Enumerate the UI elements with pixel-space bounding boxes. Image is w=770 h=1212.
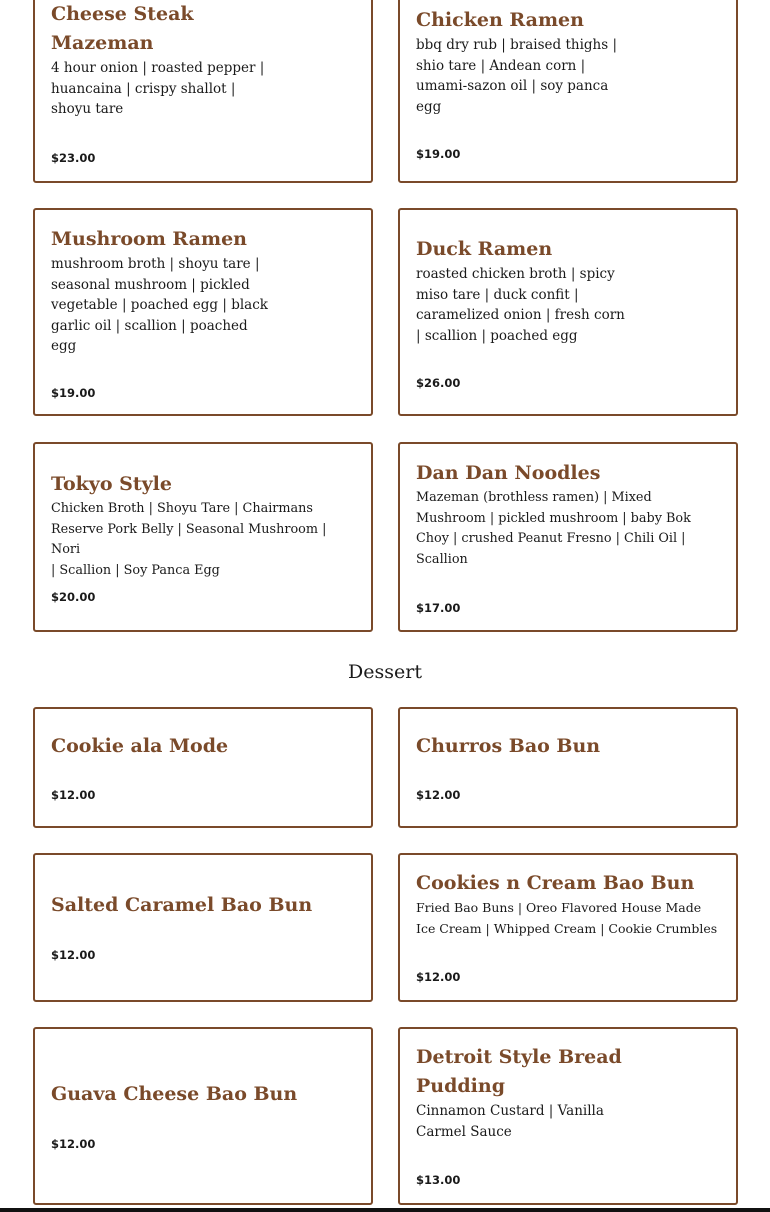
menu-item-title: Cookie ala Mode: [51, 735, 229, 757]
menu-item-card[interactable]: [33, 208, 373, 416]
menu-item-description: Cinnamon Custard | Vanilla Carmel Sauce: [416, 1103, 604, 1140]
menu-item-description: bbq dry rub | braised thighs | shio tare | Andean corn | umami-sazon oil | soy panca egg: [416, 37, 618, 115]
menu-item-price: $12.00: [51, 1137, 96, 1151]
bottom-edge-bar: [0, 1208, 770, 1212]
section-heading-dessert: Dessert: [348, 661, 422, 683]
menu-item-description: mushroom broth | shoyu tare | seasonal mushroom | pickled vegetable | poached egg | black garlic oil | scallion | poached egg: [51, 256, 268, 354]
menu-item-description: 4 hour onion | roasted pepper | huancaina | crispy shallot | shoyu tare: [51, 60, 265, 117]
menu-item-title: Tokyo Style: [51, 473, 172, 495]
dessert-item-card[interactable]: [398, 1027, 738, 1205]
dessert-item-card[interactable]: [398, 853, 738, 1002]
menu-item-price: $19.00: [416, 147, 461, 161]
menu-item-price: $13.00: [416, 1173, 461, 1187]
menu-item-price: $12.00: [51, 788, 96, 802]
menu-item-price: $12.00: [416, 788, 461, 802]
menu-item-price: $20.00: [51, 590, 96, 604]
dessert-item-card[interactable]: [398, 707, 738, 828]
menu-item-price: $12.00: [416, 970, 461, 984]
menu-item-card[interactable]: [398, 0, 738, 183]
menu-item-description: Fried Bao Buns | Oreo Flavored House Made Ice Cream | Whipped Cream | Cookie Crumbles: [416, 900, 718, 936]
menu-item-price: $12.00: [51, 948, 96, 962]
menu-item-price: $23.00: [51, 151, 96, 165]
dessert-item-card[interactable]: [33, 853, 373, 1002]
menu-item-title: Cookies n Cream Bao Bun: [416, 872, 695, 894]
menu-item-description: Chicken Broth | Shoyu Tare | Chairmans Reserve Pork Belly | Seasonal Mushroom | Nori | Scallion | Soy Panca Egg: [51, 501, 327, 578]
menu-item-card[interactable]: [398, 442, 738, 632]
dessert-item-card[interactable]: [33, 707, 373, 828]
menu-item-title: Guava Cheese Bao Bun: [51, 1083, 298, 1105]
dessert-item-card[interactable]: [33, 1027, 373, 1205]
menu-item-title: Churros Bao Bun: [416, 735, 601, 757]
menu-item-title: Salted Caramel Bao Bun: [51, 894, 313, 916]
menu-item-title: Duck Ramen: [416, 238, 553, 260]
menu-item-description: roasted chicken broth | spicy miso tare | duck confit | caramelized onion | fresh corn | scallion | poached egg: [416, 266, 625, 344]
menu-item-title: Detroit Style Bread Pudding: [416, 1046, 622, 1097]
menu-item-title: Dan Dan Noodles: [416, 462, 601, 484]
menu-item-card[interactable]: [398, 208, 738, 416]
menu-item-description: Mazeman (brothless ramen) | Mixed Mushroom | pickled mushroom | baby Bok Choy | crushed Peanut Fresno | Chili Oil | Scallion: [416, 490, 691, 567]
menu-item-title: Cheese Steak Mazeman: [51, 3, 194, 54]
menu-item-price: $26.00: [416, 376, 461, 390]
menu-item-price: $17.00: [416, 601, 461, 615]
menu-item-card[interactable]: [33, 442, 373, 632]
menu-item-title: Mushroom Ramen: [51, 228, 247, 250]
menu-item-price: $19.00: [51, 386, 96, 400]
menu-item-title: Chicken Ramen: [416, 9, 584, 31]
menu-item-card[interactable]: [33, 0, 373, 183]
